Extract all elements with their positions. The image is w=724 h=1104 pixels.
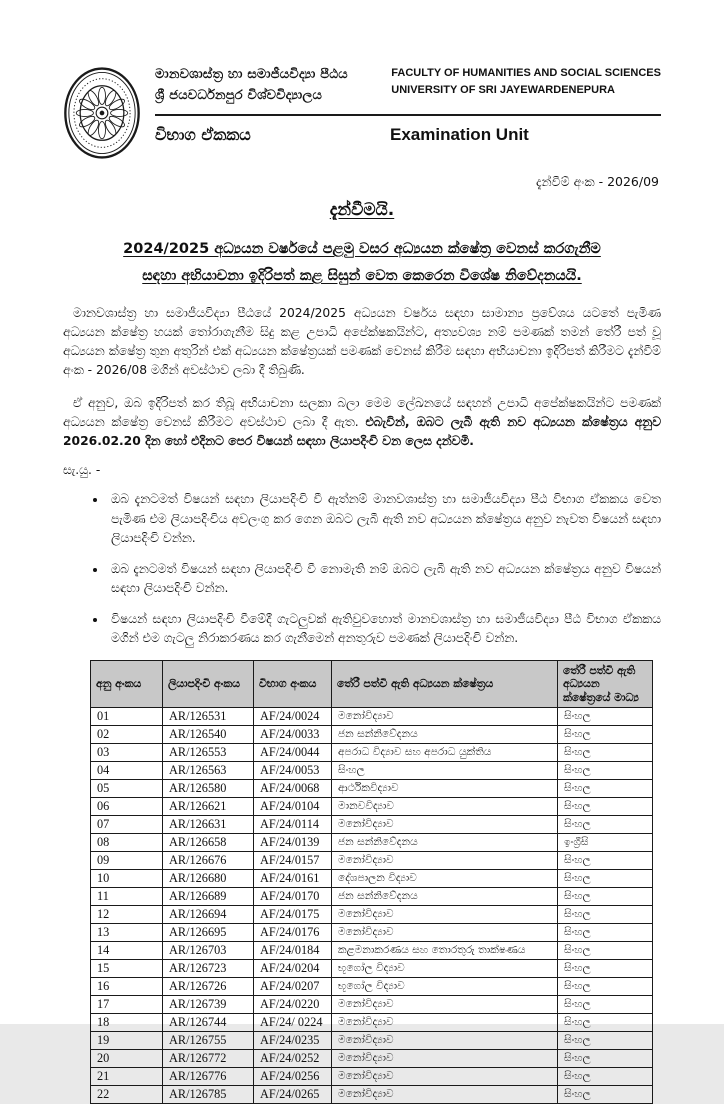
table-cell: AR/126540 bbox=[163, 726, 254, 744]
table-cell: 15 bbox=[91, 960, 163, 978]
table-row bbox=[91, 780, 653, 798]
table-cell: 07 bbox=[91, 816, 163, 834]
table-cell: සිංහල bbox=[558, 924, 653, 942]
table-row bbox=[91, 870, 653, 888]
appeal-students-table bbox=[90, 660, 653, 1104]
table-cell: 02 bbox=[91, 726, 163, 744]
notice-heading-line1: 2024/2025 අධ්‍යයන වර්ෂයේ පළමු වසර අධ්‍යයන ක්ෂේත්‍ර වෙනස් කරගැනීම bbox=[123, 241, 601, 257]
column-header-exam-no: විභාග අංකය bbox=[254, 660, 332, 708]
table-cell: 13 bbox=[91, 924, 163, 942]
table-cell: 01 bbox=[91, 708, 163, 726]
table-cell: AR/126680 bbox=[163, 870, 254, 888]
university-name-english: UNIVERSITY OF SRI JAYEWARDENEPURA bbox=[391, 82, 661, 99]
note-label: සැ.යු. - bbox=[63, 463, 661, 478]
table-row bbox=[91, 1032, 653, 1050]
table-cell: 11 bbox=[91, 888, 163, 906]
table-cell: ඉංග්‍රීසි bbox=[558, 834, 653, 852]
table-cell: 08 bbox=[91, 834, 163, 852]
table-cell: සිංහල bbox=[558, 996, 653, 1014]
table-cell: ජන සන්නිවේදනය bbox=[332, 834, 558, 852]
table-cell: මනෝවිද්‍යාව bbox=[332, 996, 558, 1014]
table-cell: සිංහල bbox=[558, 780, 653, 798]
table-cell: ජන සන්නිවේදනය bbox=[332, 726, 558, 744]
table-cell: සිංහල bbox=[332, 762, 558, 780]
notice-number: දැන්වීම් අංක - 2026/09 bbox=[63, 174, 661, 190]
table-cell: 04 bbox=[91, 762, 163, 780]
table-cell: AF/24/0184 bbox=[254, 942, 332, 960]
table-cell: AF/24/0175 bbox=[254, 906, 332, 924]
notice-heading-line2: සඳහා අභියාචනා ඉදිරිපත් කළ සිසුන් වෙත කෙරෙන විශේෂ නිවේදනයයි. bbox=[142, 268, 581, 284]
table-cell: මනෝවිද්‍යාව bbox=[332, 1086, 558, 1104]
table-cell: සිංහල bbox=[558, 1068, 653, 1086]
table-cell: 21 bbox=[91, 1068, 163, 1086]
table-cell: AF/24/0139 bbox=[254, 834, 332, 852]
table-cell: AR/126563 bbox=[163, 762, 254, 780]
paragraph-2-normal: ඒ අනුව, ඔබ ඉදිරිපත් කර තිබූ අභියාචනා සලකා බලා මෙම ලේඛනයේ සඳහන් උපාධි අපේක්ෂකයින්ට පමණක් අධ්‍යයන ක්ෂේත්‍ර වෙනස් කිරීමට අවස්ථාව ලබා දී ඇත. bbox=[63, 396, 661, 429]
table-cell: සිංහල bbox=[558, 852, 653, 870]
table-cell: 20 bbox=[91, 1050, 163, 1068]
table-cell: කළමනාකරණය සහ තොරතුරු තාක්ෂණය bbox=[332, 942, 558, 960]
table-cell: AR/126726 bbox=[163, 978, 254, 996]
note-item-3: • විෂයන් සඳහා ලියාපදිංචි වීමේදී ගැටලුවක් ඇතිවුවහොත් මානවශාස්ත්‍ර හා සමාජීයවිද්‍යා පීඨ විභාග ඒකකය මගින් එම ගැටලු නිරාකරණය කර ගැනීමෙන් අනතුරුව පමණක් ලියාපදිංචි වන්න. bbox=[107, 610, 661, 649]
header-divider bbox=[155, 114, 661, 116]
table-cell: AF/24/0235 bbox=[254, 1032, 332, 1050]
table-cell: AF/24/0176 bbox=[254, 924, 332, 942]
table-row bbox=[91, 1014, 653, 1032]
university-seal-logo bbox=[63, 66, 141, 160]
table-row bbox=[91, 996, 653, 1014]
table-cell: AF/24/0044 bbox=[254, 744, 332, 762]
paragraph-2 bbox=[63, 394, 661, 451]
document-title: දැන්වීමයි. bbox=[63, 200, 661, 220]
table-cell: සිංහල bbox=[558, 744, 653, 762]
table-cell: මානවවිද්‍යාව bbox=[332, 798, 558, 816]
table-cell: AR/126658 bbox=[163, 834, 254, 852]
table-cell: AR/126689 bbox=[163, 888, 254, 906]
table-cell: AR/126631 bbox=[163, 816, 254, 834]
table-cell: සිංහල bbox=[558, 1050, 653, 1068]
table-cell: AR/126723 bbox=[163, 960, 254, 978]
table-cell: AR/126676 bbox=[163, 852, 254, 870]
table-row bbox=[91, 816, 653, 834]
table-cell: සිංහල bbox=[558, 978, 653, 996]
table-cell: AF/24/0170 bbox=[254, 888, 332, 906]
table-cell: සිංහල bbox=[558, 816, 653, 834]
table-cell: සිංහල bbox=[558, 726, 653, 744]
table-row bbox=[91, 834, 653, 852]
table-cell: මනෝවිද්‍යාව bbox=[332, 1068, 558, 1086]
table-cell: 22 bbox=[91, 1086, 163, 1104]
table-cell: 12 bbox=[91, 906, 163, 924]
table-cell: AF/24/0068 bbox=[254, 780, 332, 798]
note-item-1: • ඔබ දැනටමත් විෂයන් සඳහා ලියාපදිංචි වී ඇත්නම් මානවශාස්ත්‍ර හා සමාජීයවිද්‍යා පීඨ විභාග ඒකකය වෙත පැමිණ එම ලියාපදිංචිය අවලංගු කර ගෙන ඔබට ලැබී ඇති නව අධ්‍යයන ක්ෂේත්‍රය අනුව නැවත විෂයන් සඳහා ලියාපදිංචි වන්න. bbox=[107, 490, 661, 549]
notice-heading bbox=[63, 236, 661, 290]
table-row bbox=[91, 906, 653, 924]
table-cell: සිංහල bbox=[558, 870, 653, 888]
table-cell: AF/24/0033 bbox=[254, 726, 332, 744]
table-cell: 10 bbox=[91, 870, 163, 888]
table-cell: AR/126739 bbox=[163, 996, 254, 1014]
table-cell: AR/126695 bbox=[163, 924, 254, 942]
table-cell: ආර්ථිකවිද්‍යාව bbox=[332, 780, 558, 798]
table-cell: AR/126580 bbox=[163, 780, 254, 798]
table-cell: සිංහල bbox=[558, 1014, 653, 1032]
table-row bbox=[91, 924, 653, 942]
table-cell: AF/24/0256 bbox=[254, 1068, 332, 1086]
table-cell: AF/24/0161 bbox=[254, 870, 332, 888]
table-cell: මනෝවිද්‍යාව bbox=[332, 708, 558, 726]
table-cell: සිංහල bbox=[558, 798, 653, 816]
table-cell: AR/126772 bbox=[163, 1050, 254, 1068]
university-name-sinhala: ශ්‍රී ජයවර්ධනපුර විශ්වවිද්‍යාලය bbox=[155, 85, 348, 106]
table-row bbox=[91, 942, 653, 960]
table-cell: 09 bbox=[91, 852, 163, 870]
table-cell: AR/126531 bbox=[163, 708, 254, 726]
column-header-serial-no: අනු අංකය bbox=[91, 660, 163, 708]
table-row bbox=[91, 744, 653, 762]
note-item-2: • ඔබ දැනටමත් විෂයන් සඳහා ලියාපදිංචි වී නොමැති නම් ඔබට ලැබී ඇති නව අධ්‍යයන ක්ෂේත්‍රය අනුව විෂයන් සඳහා ලියාපදිංචි වන්න. bbox=[107, 560, 661, 599]
table-cell: 03 bbox=[91, 744, 163, 762]
table-cell: සිංහල bbox=[558, 888, 653, 906]
table-cell: AR/126785 bbox=[163, 1086, 254, 1104]
table-cell: AF/24/0157 bbox=[254, 852, 332, 870]
table-cell: මනෝවිද්‍යාව bbox=[332, 1050, 558, 1068]
table-row bbox=[91, 762, 653, 780]
table-row bbox=[91, 960, 653, 978]
table-row bbox=[91, 1050, 653, 1068]
table-cell: AR/126776 bbox=[163, 1068, 254, 1086]
table-cell: AF/24/0220 bbox=[254, 996, 332, 1014]
table-row bbox=[91, 978, 653, 996]
table-cell: මනෝවිද්‍යාව bbox=[332, 906, 558, 924]
table-cell: ජන සන්නිවේදනය bbox=[332, 888, 558, 906]
table-header-row bbox=[91, 660, 653, 708]
table-cell: සිංහල bbox=[558, 906, 653, 924]
table-cell: AR/126694 bbox=[163, 906, 254, 924]
table-cell: AF/24/0252 bbox=[254, 1050, 332, 1068]
table-cell: සිංහල bbox=[558, 960, 653, 978]
table-cell: AF/24/0207 bbox=[254, 978, 332, 996]
table-row bbox=[91, 708, 653, 726]
table-cell: 16 bbox=[91, 978, 163, 996]
table-row bbox=[91, 798, 653, 816]
table-cell: 18 bbox=[91, 1014, 163, 1032]
table-row bbox=[91, 888, 653, 906]
header-content bbox=[155, 64, 661, 145]
table-cell: සිංහල bbox=[558, 1032, 653, 1050]
table-cell: මනෝවිද්‍යාව bbox=[332, 852, 558, 870]
table-cell: සිංහල bbox=[558, 1086, 653, 1104]
faculty-name-english: FACULTY OF HUMANITIES AND SOCIAL SCIENCES bbox=[391, 65, 661, 82]
table-cell: AF/24/0104 bbox=[254, 798, 332, 816]
table-cell: දේශපාලන විද්‍යාව bbox=[332, 870, 558, 888]
table-cell: AF/24/0024 bbox=[254, 708, 332, 726]
table-cell: AR/126553 bbox=[163, 744, 254, 762]
table-cell: AF/24/0114 bbox=[254, 816, 332, 834]
paragraph-1: මානවශාස්ත්‍ර හා සමාජීයවිද්‍යා පීඨයේ 2024/2025 අධ්‍යයන වර්ෂය සඳහා සාමාන්‍ය ප්‍රවේශය යටතේ පැමිණ අධ්‍යයන ක්ෂේත්‍ර හයක් තෝරාගැනීම සිදු කළ උපාධි අපේක්ෂකයින්ට, අත්‍යවශ්‍ය නම් පමණක් තමන් තේරී පත් වූ අධ්‍යයන ක්ෂේත්‍ර තුන අතුරින් එක් අධ්‍යයන ක්ෂේත්‍රයක් පමණක් වෙනස් කිරීම සඳහා අභියාචනා ඉදිරිපත් කිරීමට දැන්වීම් අංක - 2026/08 මගින් අවස්ථාව ලබා දී තිබුණි. bbox=[63, 304, 661, 380]
table-cell: AR/126744 bbox=[163, 1014, 254, 1032]
table-cell: සිංහල bbox=[558, 708, 653, 726]
table-cell: භූගෝල විද්‍යාව bbox=[332, 960, 558, 978]
column-header-selected-field: තේරී පත්වී ඇති අධ්‍යයන ක්ෂේත්‍රය bbox=[332, 660, 558, 708]
table-cell: සිංහල bbox=[558, 942, 653, 960]
table-cell: 19 bbox=[91, 1032, 163, 1050]
table-row bbox=[91, 852, 653, 870]
table-cell: AF/24/ 0224 bbox=[254, 1014, 332, 1032]
table-cell: AF/24/0053 bbox=[254, 762, 332, 780]
table-cell: අපරාධ විද්‍යාව සහ අපරාධ යුක්තිය bbox=[332, 744, 558, 762]
table-cell: භූගෝල විද්‍යාව bbox=[332, 978, 558, 996]
document-header bbox=[63, 64, 661, 160]
table-cell: AR/126621 bbox=[163, 798, 254, 816]
column-header-field-medium: තේරී පත්වී ඇති අධ්‍යයන ක්ෂේත්‍රයේ මාධ්‍ය bbox=[558, 660, 653, 708]
unit-name-sinhala: විභාග ඒකකය bbox=[155, 125, 390, 145]
table-cell: 17 bbox=[91, 996, 163, 1014]
table-cell: මනෝවිද්‍යාව bbox=[332, 1032, 558, 1050]
table-cell: AR/126703 bbox=[163, 942, 254, 960]
table-cell: 06 bbox=[91, 798, 163, 816]
table-cell: AF/24/0265 bbox=[254, 1086, 332, 1104]
appeal-table-body bbox=[91, 708, 653, 1104]
unit-name-english: Examination Unit bbox=[390, 125, 529, 145]
notes-list bbox=[63, 490, 661, 649]
table-cell: AF/24/0204 bbox=[254, 960, 332, 978]
table-cell: මනෝවිද්‍යාව bbox=[332, 924, 558, 942]
appeal-table-header bbox=[91, 660, 653, 708]
column-header-registration-no: ලියාපදිංචි අංකය bbox=[163, 660, 254, 708]
table-cell: 05 bbox=[91, 780, 163, 798]
faculty-name-sinhala: මානවශාස්ත්‍ර හා සමාජීයවිද්‍යා පීඨය bbox=[155, 64, 348, 85]
paragraph-2-bold: එබැවින්, ඔබට ලැබී ඇති නව අධ්‍යයන ක්ෂේත්‍රය අනුව 2026.02.20 දින හෝ එදිනට පෙර විෂයන් සඳහා ලියාපදිංචි වන ලෙස දන්වමි. bbox=[63, 415, 661, 448]
table-row bbox=[91, 1086, 653, 1104]
table-cell: මනෝවිද්‍යාව bbox=[332, 816, 558, 834]
table-cell: සිංහල bbox=[558, 762, 653, 780]
table-row bbox=[91, 726, 653, 744]
table-cell: 14 bbox=[91, 942, 163, 960]
table-cell: මනෝවිද්‍යාව bbox=[332, 1014, 558, 1032]
table-cell: AR/126755 bbox=[163, 1032, 254, 1050]
table-row bbox=[91, 1068, 653, 1086]
